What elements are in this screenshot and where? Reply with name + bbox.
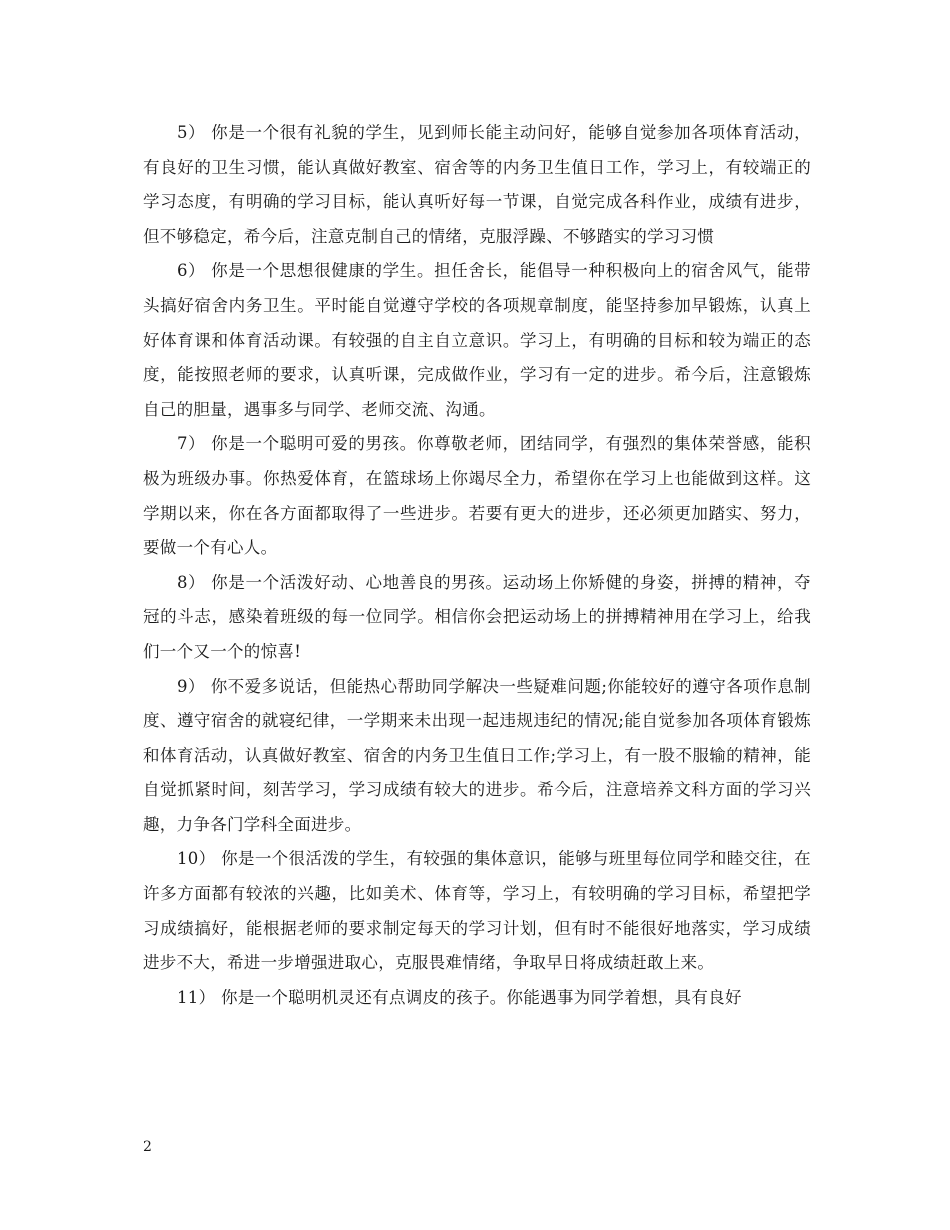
page-number: 2 xyxy=(143,1139,152,1155)
paragraph-11: 11） 你是一个聪明机灵还有点调皮的孩子。你能遇事为同学着想，具有良好 xyxy=(177,987,742,1007)
paragraph-5: 5） 你是一个很有礼貌的学生，见到师长能主动问好，能够自觉参加各项体育活动，有良好的卫生习惯，能认真做好教室、宿舍等的内务卫生值日工作，学习上，有较端正的学习态度，有明确的学习目标，能认真听好每一节课，自觉完成各科作业，成绩有进步，但不够稳定，希今后，注意克制自己的情绪，克服浮躁、不够踏实的学习习惯 xyxy=(143,123,811,246)
paragraph-10: 10） 你是一个很活泼的学生，有较强的集体意识，能够与班里每位同学和睦交往，在许多方面都有较浓的兴趣，比如美术、体育等，学习上，有较明确的学习目标，希望把学习成绩搞好，能根据老师的要求制定每天的学习计划，但有时不能很好地落实，学习成绩进步不大，希进一步增强进取心，克服畏难情绪，争取早日将成绩赶敢上来。 xyxy=(143,849,811,973)
paragraph-9: 9） 你不爱多说话，但能热心帮助同学解决一些疑难问题;你能较好的遵守各项作息制度、遵守宿舍的就寝纪律，一学期来未出现一起违规违纪的情况;能自觉参加各项体育锻炼和体育活动，认真做好教室、宿舍的内务卫生值日工作;学习上，有一股不服输的精神，能自觉抓紧时间，刻苦学习，学习成绩有较大的进步。希今后，注意培养文科方面的学习兴趣，力争各门学科全面进步。 xyxy=(143,676,811,834)
paragraph-8: 8） 你是一个活泼好动、心地善良的男孩。运动场上你矫健的身姿，拼搏的精神，夺冠的斗志，感染着班级的每一位同学。相信你会把运动场上的拼搏精神用在学习上，给我们一个又一个的惊喜! xyxy=(143,572,811,661)
document-body xyxy=(143,116,811,1015)
paragraph-6: 6） 你是一个思想很健康的学生。担任舍长，能倡导一种积极向上的宿舍风气，能带头搞好宿舍内务卫生。平时能自觉遵守学校的各项规章制度，能坚持参加早锻炼，认真上好体育课和体育活动课。有较强的自主自立意识。学习上，有明确的目标和较为端正的态度，能按照老师的要求，认真听课，完成做作业，学习有一定的进步。希今后，注意锻炼自己的胆量，遇事多与同学、老师交流、沟通。 xyxy=(143,261,811,419)
paragraph-7: 7） 你是一个聪明可爱的男孩。你尊敬老师，团结同学，有强烈的集体荣誉感，能积极为班级办事。你热爱体育，在篮球场上你竭尽全力，希望你在学习上也能做到这样。这学期以来，你在各方面都取得了一些进步。若要有更大的进步，还必须更加踏实、努力，要做一个有心人。 xyxy=(143,434,811,558)
